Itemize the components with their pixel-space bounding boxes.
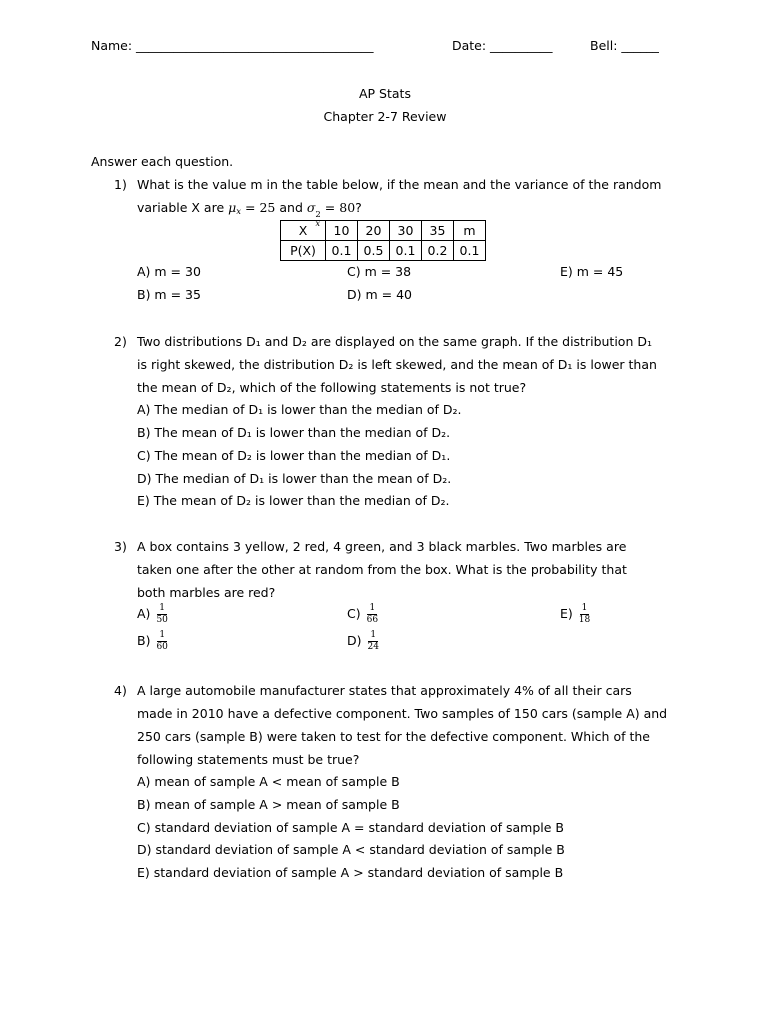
table-cell: P(X) <box>281 241 326 261</box>
question-number: 2) <box>114 334 127 349</box>
mu-subscript: x <box>236 207 242 217</box>
question-number: 3) <box>114 539 127 554</box>
table-cell: 0.1 <box>454 241 486 261</box>
option-label: C) <box>347 606 361 621</box>
fraction-denominator: 60 <box>156 642 168 652</box>
text-fragment: ? <box>355 200 362 215</box>
option-label: B) <box>137 633 151 648</box>
fraction <box>365 603 380 626</box>
option-a: A) The median of D₁ is lower than the median of D₂. <box>137 402 462 417</box>
probability-table <box>280 220 486 261</box>
table-cell: 20 <box>358 221 390 241</box>
table-cell: 10 <box>326 221 358 241</box>
text-fragment: and <box>275 200 307 215</box>
question-text: Two distributions D₁ and D₂ are displayed on the same graph. If the distribution D₁ <box>137 334 652 349</box>
question-text: A box contains 3 yellow, 2 red, 4 green, and 3 black marbles. Two marbles are <box>137 539 627 554</box>
option-a: A) m = 30 <box>137 264 201 279</box>
name-field-label: Name: ______________________________________ <box>91 38 374 53</box>
mu-symbol: μ <box>228 200 237 215</box>
date-field-label: Date: __________ <box>452 38 553 53</box>
question-3 <box>114 535 684 660</box>
option-c: C) The mean of D₂ is lower than the median of D₁. <box>137 448 451 463</box>
fraction-denominator: 18 <box>578 615 591 625</box>
sigma-value: = 80 <box>320 200 356 215</box>
question-number: 4) <box>114 683 127 698</box>
option-label: A) <box>137 606 151 621</box>
question-2 <box>114 330 684 515</box>
fraction <box>154 603 169 626</box>
option-e: E) m = 45 <box>560 264 624 279</box>
option-c: C) m = 38 <box>347 264 412 279</box>
table-cell: 0.1 <box>326 241 358 261</box>
text-fragment: variable X are <box>137 200 229 215</box>
question-text: following statements must be true? <box>137 752 360 767</box>
sigma-superscript: 2 <box>315 210 321 220</box>
option-label: E) <box>560 606 573 621</box>
option-b: B) The mean of D₁ is lower than the median of D₂. <box>137 425 451 440</box>
question-text: made in 2010 have a defective component. Two samples of 150 cars (sample A) and <box>137 706 668 721</box>
table-cell: 30 <box>390 221 422 241</box>
question-text: is right skewed, the distribution D₂ is left skewed, and the mean of D₁ is lower than <box>137 357 657 372</box>
fraction <box>577 603 592 626</box>
option-e <box>560 603 592 626</box>
option-d: D) standard deviation of sample A < standard deviation of sample B <box>137 842 565 857</box>
option-b: B) m = 35 <box>137 287 201 302</box>
fraction-denominator: 50 <box>156 615 168 625</box>
sigma-symbol: σ <box>306 200 316 215</box>
question-text: A large automobile manufacturer states that approximately 4% of all their cars <box>137 683 632 698</box>
fraction-numerator: 1 <box>581 603 588 613</box>
question-text: both marbles are red? <box>137 585 276 600</box>
fraction-numerator: 1 <box>159 603 166 613</box>
bell-field-label: Bell: ______ <box>590 38 659 53</box>
question-text: taken one after the other at random from the box. What is the probability that <box>137 562 627 577</box>
fraction-numerator: 1 <box>369 603 376 613</box>
option-e: E) The mean of D₂ is lower than the median of D₂. <box>137 493 450 508</box>
option-e: E) standard deviation of sample A > standard deviation of sample B <box>137 865 564 880</box>
option-c <box>347 603 380 626</box>
instructions: Answer each question. <box>91 154 234 169</box>
option-d: D) The median of D₁ is lower than the mean of D₂. <box>137 471 452 486</box>
table-row <box>281 221 486 241</box>
question-text: the mean of D₂, which of the following statements is not true? <box>137 380 527 395</box>
sigma-subscript: x <box>315 219 321 229</box>
question-number: 1) <box>114 177 127 192</box>
option-a: A) mean of sample A < mean of sample B <box>137 774 400 789</box>
table-cell: m <box>454 221 486 241</box>
question-text: 250 cars (sample B) were taken to test for the defective component. Which of the <box>137 729 650 744</box>
mu-value: = 25 <box>241 200 276 215</box>
question-4 <box>114 679 684 889</box>
fraction-numerator: 1 <box>159 630 166 640</box>
option-d: D) m = 40 <box>347 287 412 302</box>
question-text: What is the value m in the table below, if the mean and the variance of the random <box>137 177 662 192</box>
course-title: AP Stats <box>359 86 411 101</box>
fraction-numerator: 1 <box>370 630 377 640</box>
option-c: C) standard deviation of sample A = standard deviation of sample B <box>137 820 564 835</box>
table-cell: 0.1 <box>390 241 422 261</box>
table-row <box>281 241 486 261</box>
table-cell: 35 <box>422 221 454 241</box>
option-d <box>347 630 381 653</box>
chapter-title: Chapter 2-7 Review <box>323 109 447 124</box>
option-label: D) <box>347 633 362 648</box>
fraction <box>154 630 169 653</box>
question-1 <box>114 173 684 313</box>
fraction-denominator: 24 <box>367 642 379 652</box>
table-cell: 0.2 <box>422 241 454 261</box>
fraction <box>366 630 381 653</box>
table-cell: 0.5 <box>358 241 390 261</box>
fraction-denominator: 66 <box>366 615 379 625</box>
option-b: B) mean of sample A > mean of sample B <box>137 797 400 812</box>
table-cell: X <box>281 221 326 241</box>
option-a <box>137 603 170 626</box>
option-b <box>137 630 170 653</box>
